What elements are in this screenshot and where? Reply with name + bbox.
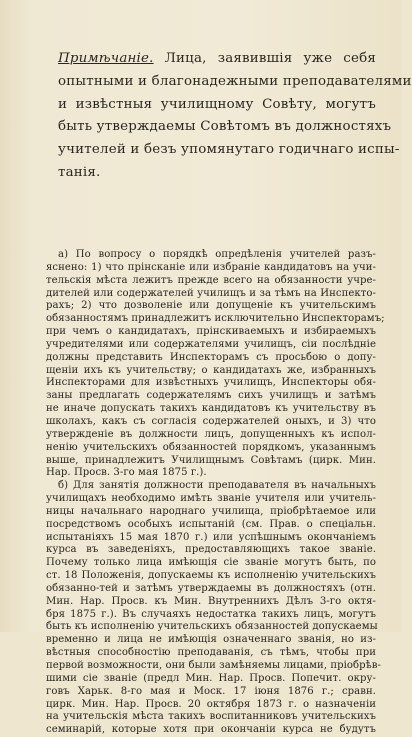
body-line: дителей или содержателей училищъ и за тѣмъ на Инспекто- [46,287,376,299]
body-line: вѣстныя способностію преподаванія, съ тѣмъ, чтобы при [46,647,376,659]
body-line: бря 1875 г.). Въ случаяхъ недостатка такихъ лицъ, могутъ [46,608,376,620]
body-line: посредствомъ особыхъ испытаній (см. Прав. о спеціальн. [46,518,376,530]
body-line: б) Для занятія должности преподавателя въ начальныхъ [58,480,376,492]
body-line: школахъ, какъ съ согласія содержателей оныхъ, и 3) что [46,415,376,427]
note-line: быть утверждаемы Совѣтомъ въ должностяхъ [58,119,392,135]
body-line: быть къ исполненію учительскихъ обязанностей допускаемы [46,621,378,633]
body-line: ненію учительскихъ обязанностей порядкомъ, указаннымъ [46,441,376,453]
body-line: выше, принадлежитъ Училищнымъ Совѣтамъ (цирк. Мин. [46,454,376,466]
body-line: училищахъ необходимо имѣть званіе учителя или учитель- [46,493,376,505]
commentary-text [46,249,385,737]
body-line: заны предлагать содержателямъ сихъ училищъ и затѣмъ [46,390,376,402]
body-line: курса въ заведеніяхъ, предоставляющихъ такое званіе. [46,544,376,556]
body-line: цирк. Мин. Нар. Просв. 20 октября 1873 г. о назначеніи [46,698,376,710]
body-line: говъ Харьк. 8-го мая и Моск. 17 іюня 1876 г.; сравн. [46,685,376,697]
body-line: рахъ; 2) что дозволеніе или допущеніе къ учительскимъ [46,300,376,312]
body-line: должны представить Инспекторамъ съ просьбою о допу- [46,351,376,363]
body-line: тельскія мѣста лежитъ прежде всего на обязанности учре- [46,274,376,286]
note-paragraph [58,48,412,185]
body-line: ницы начальнаго народнаго училища, пріобрѣтаемое или [46,505,376,517]
body-line: обязанно-тей и затѣмъ утверждаемы въ должностяхъ (отн. [46,582,376,594]
body-line: учредителями или содержателями училищъ, сіи послѣдніе [46,338,376,350]
note-line: опытными и благонадежными преподавателями [58,73,412,89]
body-line: испытаніяхъ 15 мая 1870 г.) или успѣшнымъ окончаніемъ [46,531,376,543]
note-line: и извѣстныя училищному Совѣту, могутъ [58,96,376,112]
body-line: обязанностямъ принадлежитъ исключительно Инспекторамъ; [46,313,385,325]
body-line: Мин. Нар. Просв. къ Мин. Внутреннихъ Дѣлъ 3-го октя- [46,595,376,607]
body-line: на учительскія мѣста такихъ воспитанниковъ учительскихъ [46,711,376,723]
body-line: ст. 18 Положенія, допускаемы къ исполненію учительскихъ [46,570,376,582]
body-line: семинарій, которые хотя при окончаніи курса не будутъ [46,724,376,736]
note-heading: Примѣчаніе. [58,51,154,66]
body-line: Инспекторами для извѣстныхъ училищъ, Инспекторы обя- [46,377,376,389]
body-line: а) По вопросу о порядкѣ опредѣленія учителей разъ- [58,249,376,260]
body-line: утвержденіе въ должности лицъ, допущенныхъ къ испол- [46,428,376,440]
note-line: учителей и безъ упомянутаго годичнаго испы- [58,142,400,158]
body-line: временно и лица не имѣющія означеннаго званія, но из- [46,634,376,646]
body-line: Нар. Просв. 3-го мая 1875 г.). [46,467,207,479]
body-line: щеніи ихъ къ учительству; о кандидатахъ же, избранныхъ [46,364,376,376]
note-line: Примѣчаніе. Лица, заявившія уже себя [58,51,376,66]
body-line: не иначе допускать такихъ кандидатовъ къ учительству въ [46,403,376,415]
body-line: при чемъ о кандидатахъ, прінскиваемыхъ и избираемыхъ [46,326,376,338]
body-line: яснено: 1) что прінсканіе или избраніе кандидатовъ на учи- [46,261,376,273]
note-line: танія. [58,164,101,180]
body-line: Почему только лица имѣющія сіе званіе могутъ быть, по [46,557,376,569]
body-line: шими сіе званіе (предл Мин. Нар. Просв. Попечит. окру- [46,672,376,684]
body-line: первой возможности, они были замѣняемы лицами, пріобрѣв- [46,660,382,671]
